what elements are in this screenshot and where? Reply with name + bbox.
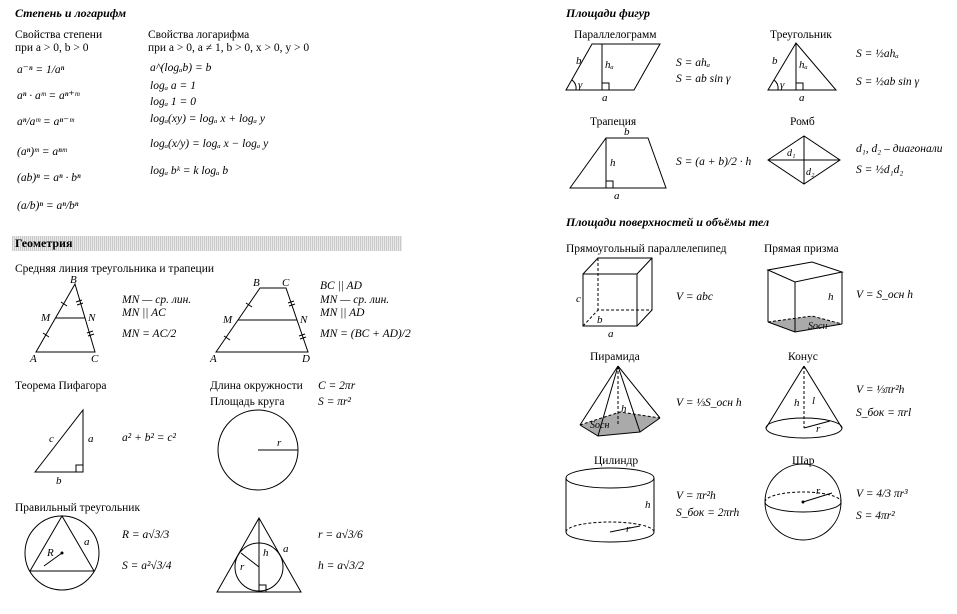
sphere-formula-1: V = 4/3 πr³ — [856, 488, 908, 500]
svg-text:b: b — [576, 55, 582, 67]
cylinder-formula-2: S_бок = 2πrh — [676, 507, 740, 519]
rhombus-title: Ромб — [790, 116, 815, 128]
triangle-formula-2: S = ½ab sin γ — [856, 76, 920, 88]
power-formula-4: (aⁿ)ᵐ = aⁿᵐ — [17, 146, 67, 158]
svg-text:h: h — [645, 499, 651, 511]
svg-text:a: a — [602, 92, 608, 104]
svg-text:h: h — [828, 291, 834, 303]
prism-title: Прямая призма — [764, 243, 839, 255]
logs-title: Свойства логарифма — [148, 29, 250, 41]
circle-area-formula: S = πr² — [318, 396, 351, 408]
trapezoid-formula: S = (a + b)/2 · h — [676, 156, 752, 168]
svg-text:a: a — [799, 92, 805, 104]
svg-text:N: N — [300, 314, 308, 326]
svg-text:D: D — [302, 353, 310, 365]
powers-condition: при a > 0, b > 0 — [15, 42, 89, 54]
svg-text:a: a — [608, 328, 614, 340]
svg-text:c: c — [576, 293, 581, 305]
midline-tri-formula-3: MN = AC/2 — [122, 328, 177, 340]
section-title-solids: Площади поверхностей и объёмы тел — [566, 215, 770, 229]
svg-text:l: l — [812, 395, 816, 407]
equilateral-r-formula: r = a√3/6 — [318, 529, 363, 541]
midline-trap-formula-3: MN = (BC + AD)/2 — [320, 328, 411, 340]
svg-text:b: b — [56, 475, 62, 487]
svg-text:R: R — [47, 547, 54, 559]
cylinder-formula-1: V = πr²h — [676, 490, 716, 502]
rhombus-formula-1: d₁, d₂ – диагонали — [856, 143, 943, 155]
midline-trap-formula-0: BC || AD — [320, 280, 362, 292]
svg-text:a: a — [88, 433, 94, 445]
pyramid-formula: V = ⅓S_осн h — [676, 397, 742, 409]
box-title: Прямоугольный параллелепипед — [566, 243, 727, 255]
log-formula-4: logₐ(xy) = logₐ x + logₐ y — [150, 113, 266, 125]
power-formula-3: aⁿ/aᵐ = aⁿ⁻ᵐ — [17, 116, 74, 128]
svg-text:a: a — [614, 190, 620, 202]
svg-text:γ: γ — [578, 79, 583, 91]
midline-title: Средняя линия треугольника и трапеции — [15, 263, 215, 275]
svg-text:h: h — [621, 403, 627, 415]
svg-text:d₂: d₂ — [806, 167, 815, 178]
svg-text:h: h — [263, 547, 269, 559]
equilateral-S-formula: S = a²√3/4 — [122, 560, 172, 572]
svg-text:r: r — [816, 485, 821, 497]
svg-text:B: B — [253, 277, 260, 289]
midline-trap-formula-2: MN || AD — [320, 307, 365, 319]
svg-text:N: N — [88, 312, 96, 324]
svg-text:r: r — [816, 423, 821, 435]
pythagoras-formula: a² + b² = c² — [122, 432, 176, 444]
equilateral-R-formula: R = a√3/3 — [122, 529, 170, 541]
box-formula: V = abc — [676, 291, 713, 303]
power-formula-2: aⁿ · aᵐ = aⁿ⁺ᵐ — [17, 90, 80, 102]
svg-text:h: h — [794, 397, 800, 409]
svg-text:B: B — [70, 274, 77, 286]
svg-text:hₐ: hₐ — [799, 59, 808, 71]
power-formula-6: (a/b)ⁿ = aⁿ/bⁿ — [17, 200, 79, 212]
circle-length-formula: C = 2πr — [318, 380, 356, 392]
svg-text:d₁: d₁ — [787, 148, 796, 159]
rhombus-formula-2: S = ½d₁d₂ — [856, 164, 904, 176]
circle-area-label: Площадь круга — [210, 396, 285, 408]
svg-text:M: M — [223, 314, 233, 326]
cone-formula-2: S_бок = πrl — [856, 407, 912, 419]
svg-text:r: r — [626, 523, 631, 535]
cone-title: Конус — [788, 351, 818, 363]
svg-text:c: c — [49, 433, 54, 445]
log-formula-5: logₐ(x/y) = logₐ x − logₐ y — [150, 138, 269, 150]
log-formula-2: logₐ a = 1 — [150, 80, 196, 92]
midline-tri-formula-2: MN || AC — [122, 307, 166, 319]
powers-title: Свойства степени — [15, 29, 103, 41]
svg-text:C: C — [91, 353, 99, 365]
midline-trap-formula-1: MN — ср. лин. — [320, 294, 390, 306]
power-formula-5: (ab)ⁿ = aⁿ · bⁿ — [17, 172, 81, 184]
svg-text:r: r — [240, 561, 245, 573]
sphere-formula-2: S = 4πr² — [856, 510, 895, 522]
svg-text:hₐ: hₐ — [605, 59, 614, 71]
equilateral-h-formula: h = a√3/2 — [318, 560, 365, 572]
svg-text:M: M — [41, 312, 51, 324]
svg-text:b: b — [597, 314, 603, 326]
svg-text:Sосн: Sосн — [590, 420, 610, 431]
equilateral-title: Правильный треугольник — [15, 502, 141, 514]
triangle-formula-1: S = ½ahₐ — [856, 48, 899, 60]
svg-text:r: r — [277, 437, 282, 449]
svg-text:A: A — [30, 353, 37, 365]
section-title-areas: Площади фигур — [566, 6, 650, 20]
log-formula-3: logₐ 1 = 0 — [150, 96, 196, 108]
svg-text:a: a — [283, 543, 289, 555]
power-formula-1: a⁻ⁿ = 1/aⁿ — [17, 64, 65, 76]
svg-text:a: a — [84, 536, 90, 548]
prism-formula: V = S_осн h — [856, 289, 914, 301]
sphere-title: Шар — [792, 455, 815, 467]
parallelogram-title: Параллелограмм — [574, 29, 657, 41]
log-formula-1: a^(logₐb) = b — [150, 62, 212, 74]
logs-condition: при a > 0, a ≠ 1, b > 0, x > 0, y > 0 — [148, 42, 310, 54]
svg-text:A: A — [210, 353, 217, 365]
midline-tri-formula-1: MN — ср. лин. — [122, 294, 192, 306]
svg-text:b: b — [772, 55, 778, 67]
svg-text:b: b — [624, 126, 630, 138]
cone-formula-1: V = ⅓πr²h — [856, 384, 905, 396]
pythagoras-title: Теорема Пифагора — [15, 380, 107, 392]
parallelogram-formula-2: S = ab sin γ — [676, 73, 731, 85]
svg-text:h: h — [610, 157, 616, 169]
log-formula-6: logₐ bᵏ = k logₐ b — [150, 165, 229, 177]
svg-text:C: C — [282, 277, 290, 289]
parallelogram-formula-1: S = ahₐ — [676, 57, 711, 69]
triangle-title: Треугольник — [770, 29, 832, 41]
section-title-geometry: Геометрия — [15, 236, 73, 250]
cylinder-title: Цилиндр — [594, 455, 639, 467]
circle-length-label: Длина окружности — [210, 380, 303, 392]
trapezoid-title: Трапеция — [590, 116, 637, 128]
svg-text:γ: γ — [780, 79, 785, 91]
pyramid-title: Пирамида — [590, 351, 640, 363]
section-title-powers-logs: Степень и логарифм — [15, 6, 127, 20]
svg-text:Sосн: Sосн — [808, 321, 828, 332]
